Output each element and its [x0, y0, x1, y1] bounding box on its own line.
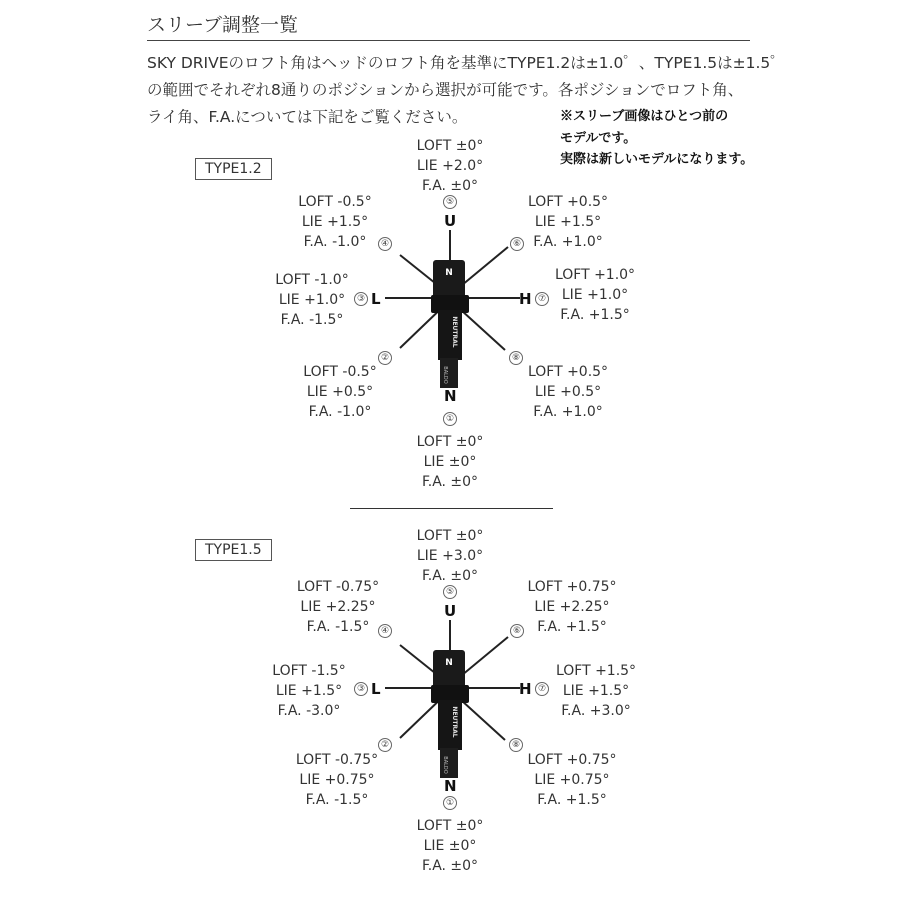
- loft-value: LOFT +0.5°: [527, 364, 609, 380]
- fa-value: F.A. +1.5°: [560, 307, 630, 323]
- position-5-number: ⑤: [443, 195, 457, 209]
- intro-line-3: ライ角、F.A.については下記をご覧ください。: [147, 108, 468, 126]
- lie-value: LIE ±0°: [423, 838, 477, 854]
- note-line-1: ※スリーブ画像はひとつ前の: [560, 109, 729, 124]
- loft-value: LOFT ±0°: [416, 818, 484, 834]
- position-8-number: ⑧: [509, 738, 523, 752]
- position-6-number: ⑥: [510, 237, 524, 251]
- loft-value: LOFT -1.0°: [275, 272, 349, 288]
- loft-value: LOFT ±0°: [416, 528, 484, 544]
- sleeve-side-text: NEUTRAL: [451, 706, 458, 738]
- position-4-number: ④: [378, 237, 392, 251]
- position-2-label: [287, 750, 387, 810]
- loft-value: LOFT ±0°: [416, 138, 484, 154]
- lie-value: LIE +1.5°: [301, 214, 369, 230]
- position-6-label: [522, 577, 622, 637]
- position-7-number: ⑦: [535, 292, 549, 306]
- position-2-label: [290, 362, 390, 422]
- type-1-2-label: TYPE1.2: [195, 158, 272, 180]
- lie-value: LIE +1.0°: [278, 292, 346, 308]
- lie-value: LIE ±0°: [423, 454, 477, 470]
- type-1-5-label: TYPE1.5: [195, 539, 272, 561]
- lie-value: LIE +1.5°: [534, 214, 602, 230]
- position-4-number: ④: [378, 624, 392, 638]
- lie-value: LIE +0.5°: [534, 384, 602, 400]
- loft-value: LOFT +0.75°: [527, 752, 617, 768]
- position-4-label: [285, 192, 385, 252]
- position-1-label: [400, 816, 500, 876]
- lie-value: LIE +2.25°: [300, 599, 376, 615]
- position-3-label: [262, 270, 362, 330]
- fa-value: F.A. -3.0°: [277, 703, 341, 719]
- fa-value: F.A. ±0°: [421, 568, 479, 584]
- position-1-number: ①: [443, 796, 457, 810]
- fa-value: F.A. -1.0°: [303, 234, 367, 250]
- sleeve-lower-text: BALDO: [442, 756, 448, 774]
- loft-value: LOFT +0.5°: [527, 194, 609, 210]
- loft-value: LOFT -1.5°: [272, 663, 346, 679]
- fa-value: F.A. +1.5°: [537, 792, 607, 808]
- position-7-label: [545, 265, 645, 325]
- fa-value: F.A. +1.5°: [537, 619, 607, 635]
- letter-u: U: [444, 602, 457, 620]
- fa-value: F.A. +1.0°: [533, 404, 603, 420]
- lie-value: LIE +3.0°: [416, 548, 484, 564]
- position-5-number: ⑤: [443, 585, 457, 599]
- fa-value: F.A. -1.5°: [306, 619, 370, 635]
- lie-value: LIE +1.0°: [561, 287, 629, 303]
- page-title: スリーブ調整一覧: [147, 14, 299, 36]
- lie-value: LIE +2.0°: [416, 158, 484, 174]
- title-underline: [147, 40, 750, 41]
- position-4-label: [288, 577, 388, 637]
- fa-value: F.A. -1.5°: [305, 792, 369, 808]
- position-3-number: ③: [354, 292, 368, 306]
- loft-value: LOFT -0.5°: [298, 194, 372, 210]
- fa-value: F.A. ±0°: [421, 178, 479, 194]
- sleeve-icon: [431, 650, 469, 778]
- fa-value: F.A. -1.0°: [308, 404, 372, 420]
- loft-value: LOFT +1.0°: [554, 267, 636, 283]
- letter-l: L: [371, 290, 381, 308]
- position-5-label: [400, 526, 500, 586]
- sleeve-cap-letter: N: [445, 268, 453, 278]
- loft-value: LOFT +1.5°: [555, 663, 637, 679]
- lie-value: LIE +1.5°: [562, 683, 630, 699]
- letter-n: N: [444, 387, 457, 405]
- position-3-number: ③: [354, 682, 368, 696]
- lie-value: LIE +2.25°: [534, 599, 610, 615]
- loft-value: LOFT -0.75°: [296, 579, 380, 595]
- position-1-label: [400, 432, 500, 492]
- position-2-number: ②: [378, 738, 392, 752]
- letter-n: N: [444, 777, 457, 795]
- loft-value: LOFT +0.75°: [527, 579, 617, 595]
- sleeve-cap-letter: N: [445, 658, 453, 668]
- position-5-label: [400, 136, 500, 196]
- intro-line-2: の範囲でそれぞれ8通りのポジションから選択が可能です。各ポジションでロフト角、: [147, 81, 744, 99]
- section-divider: [350, 508, 553, 509]
- letter-h: H: [519, 680, 532, 698]
- position-6-label: [518, 192, 618, 252]
- fa-value: F.A. -1.5°: [280, 312, 344, 328]
- note-line-2: モデルです。: [560, 130, 637, 146]
- position-8-label: [522, 750, 622, 810]
- position-3-label: [259, 661, 359, 721]
- lie-value: LIE +1.5°: [275, 683, 343, 699]
- fa-value: F.A. ±0°: [421, 858, 479, 874]
- sleeve-lower-text: BALDO: [442, 366, 448, 384]
- position-8-number: ⑧: [509, 351, 523, 365]
- letter-u: U: [444, 212, 457, 230]
- sleeve-image-note: [560, 106, 753, 171]
- note-line-3: 実際は新しいモデルになります。: [560, 152, 754, 167]
- sleeve-side-text: NEUTRAL: [451, 316, 458, 348]
- fa-value: F.A. +1.0°: [533, 234, 603, 250]
- position-8-label: [518, 362, 618, 422]
- letter-h: H: [519, 290, 532, 308]
- position-6-number: ⑥: [510, 624, 524, 638]
- loft-value: LOFT ±0°: [416, 434, 484, 450]
- lie-value: LIE +0.75°: [299, 772, 375, 788]
- loft-value: LOFT -0.75°: [295, 752, 379, 768]
- position-1-number: ①: [443, 412, 457, 426]
- fa-value: F.A. ±0°: [421, 474, 479, 490]
- lie-value: LIE +0.75°: [534, 772, 610, 788]
- position-7-label: [546, 661, 646, 721]
- intro-line-1: SKY DRIVEのロフト角はヘッドのロフト角を基準にTYPE1.2は±1.0゜、TYPE1.5は±1.5゜: [147, 54, 786, 72]
- sleeve-icon: [431, 260, 469, 388]
- loft-value: LOFT -0.5°: [303, 364, 377, 380]
- position-7-number: ⑦: [535, 682, 549, 696]
- letter-l: L: [371, 680, 381, 698]
- lie-value: LIE +0.5°: [306, 384, 374, 400]
- fa-value: F.A. +3.0°: [561, 703, 631, 719]
- position-2-number: ②: [378, 351, 392, 365]
